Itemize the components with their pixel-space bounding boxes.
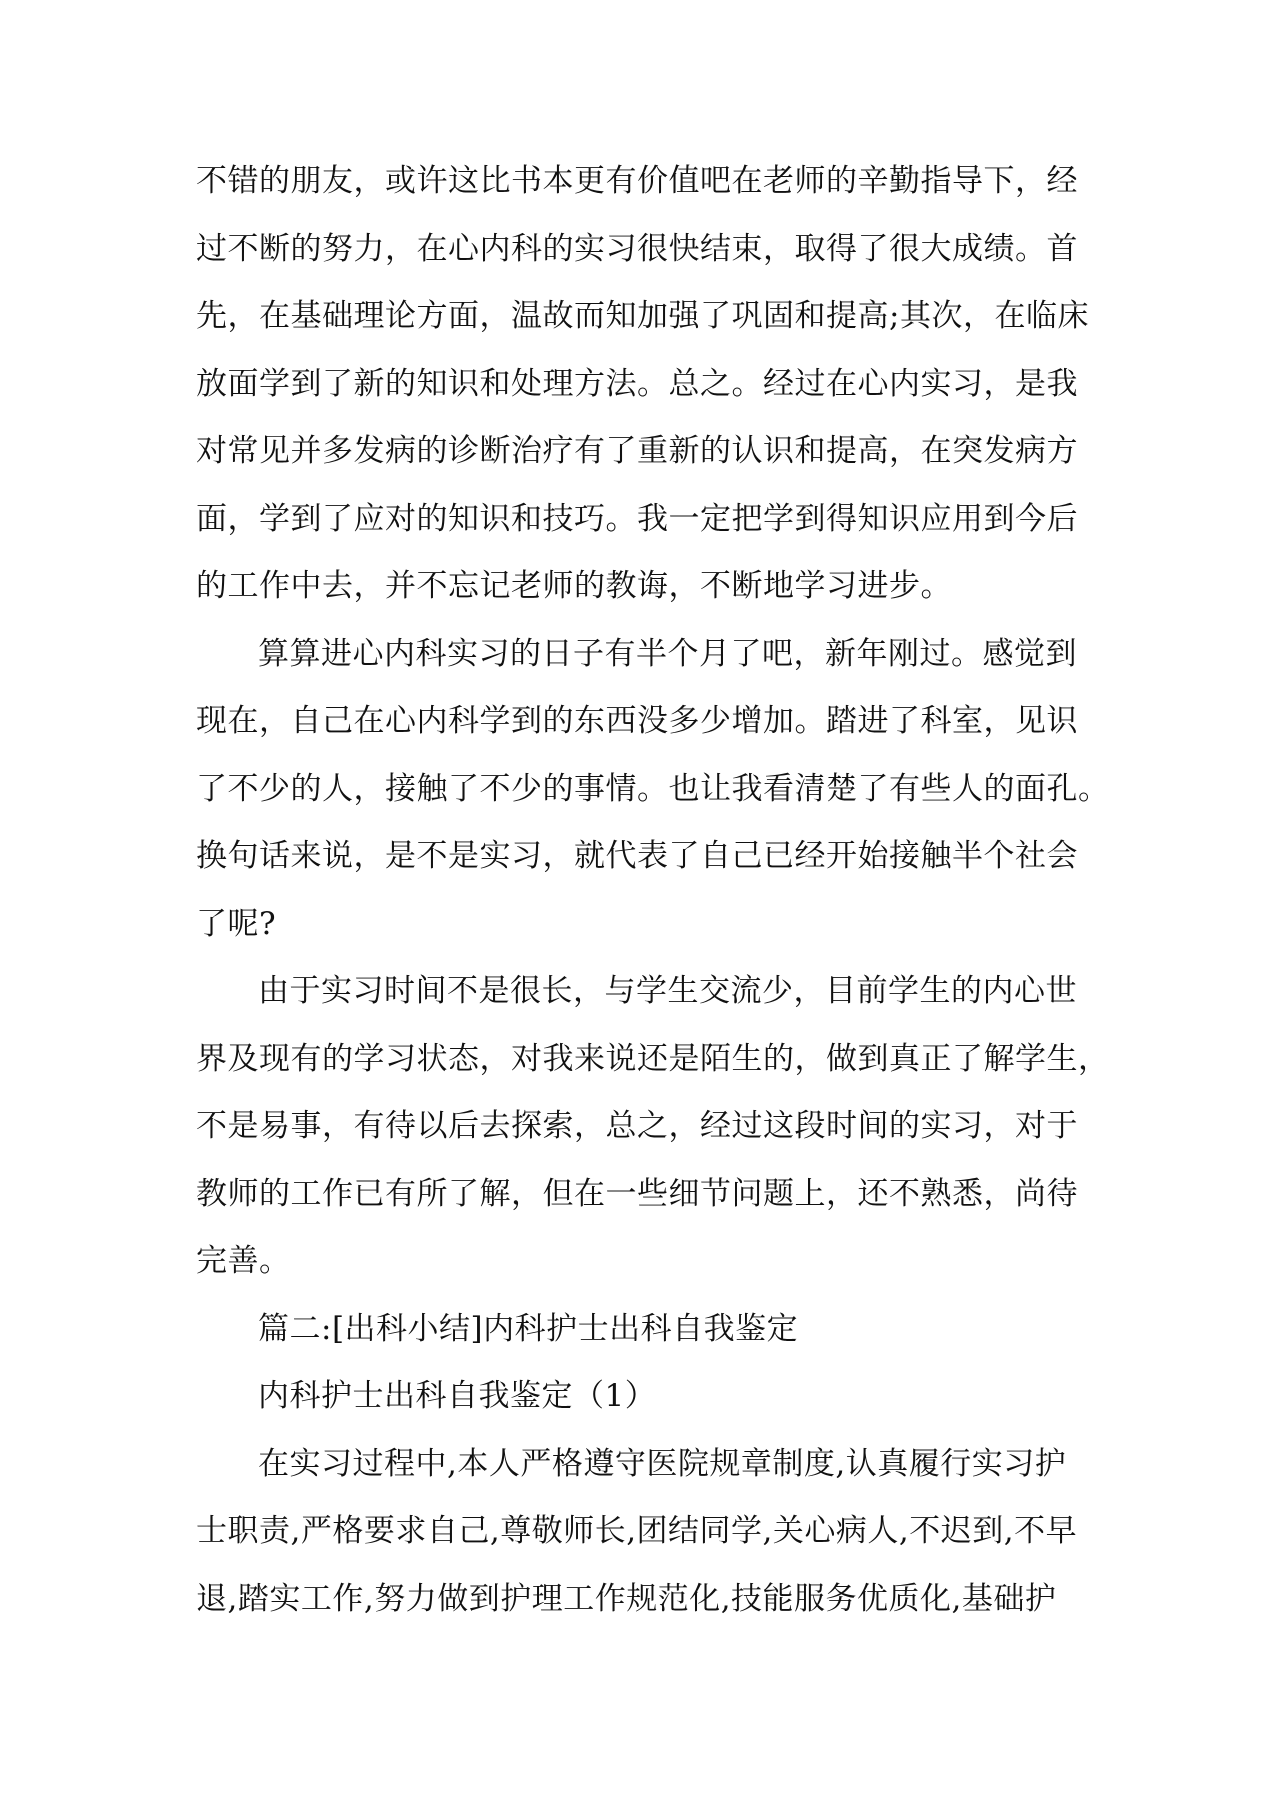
text-line: 界及现有的学习状态，对我来说还是陌生的，做到真正了解学生，: [196, 1040, 1110, 1077]
document-body: [196, 148, 1110, 1633]
text-line: 了不少的人，接触了不少的事情。也让我看清楚了有些人的面孔。: [196, 770, 1110, 807]
text-line: 教师的工作已有所了解，但在一些细节问题上，还不熟悉，尚待: [196, 1175, 1078, 1212]
paragraph-start-line: 在实习过程中,本人严格遵守医院规章制度,认真履行实习护: [258, 1445, 1067, 1482]
text-line: 过不断的努力，在心内科的实习很快结束，取得了很大成绩。首: [196, 230, 1078, 267]
subsection-heading: 内科护士出科自我鉴定（1）: [258, 1378, 657, 1414]
paragraph-start-line: 由于实习时间不是很长，与学生交流少，目前学生的内心世: [258, 973, 1077, 1009]
text-line: 对常见并多发病的诊断治疗有了重新的认识和提高，在突发病方: [196, 433, 1078, 469]
text-line: 退,踏实工作,努力做到护理工作规范化,技能服务优质化,基础护: [196, 1580, 1057, 1617]
text-line: 不是易事，有待以后去探索，总之，经过这段时间的实习，对于: [196, 1108, 1078, 1144]
text-line: 现在，自己在心内科学到的东西没多少增加。踏进了科室，见识: [196, 703, 1078, 739]
text-line: 换句话来说，是不是实习，就代表了自己已经开始接触半个社会: [196, 838, 1078, 874]
section-heading: 篇二:[出科小结]内科护士出科自我鉴定: [258, 1310, 799, 1347]
paragraph-start-line: 算算进心内科实习的日子有半个月了吧，新年刚过。感觉到: [258, 635, 1077, 672]
text-line: 先，在基础理论方面，温故而知加强了巩固和提高;其次，在临床: [196, 298, 1089, 334]
text-line: 了呢?: [196, 905, 277, 942]
text-line: 士职责,严格要求自己,尊敬师长,团结同学,关心病人,不迟到,不早: [196, 1513, 1078, 1549]
text-line: 面，学到了应对的知识和技巧。我一定把学到得知识应用到今后: [196, 500, 1078, 537]
text-line: 不错的朋友，或许这比书本更有价值吧在老师的辛勤指导下，经: [196, 163, 1078, 199]
text-line: 完善。: [196, 1243, 291, 1279]
text-line: 的工作中去，并不忘记老师的教诲，不断地学习进步。: [196, 568, 952, 604]
text-line: 放面学到了新的知识和处理方法。总之。经过在心内实习，是我: [196, 365, 1078, 402]
